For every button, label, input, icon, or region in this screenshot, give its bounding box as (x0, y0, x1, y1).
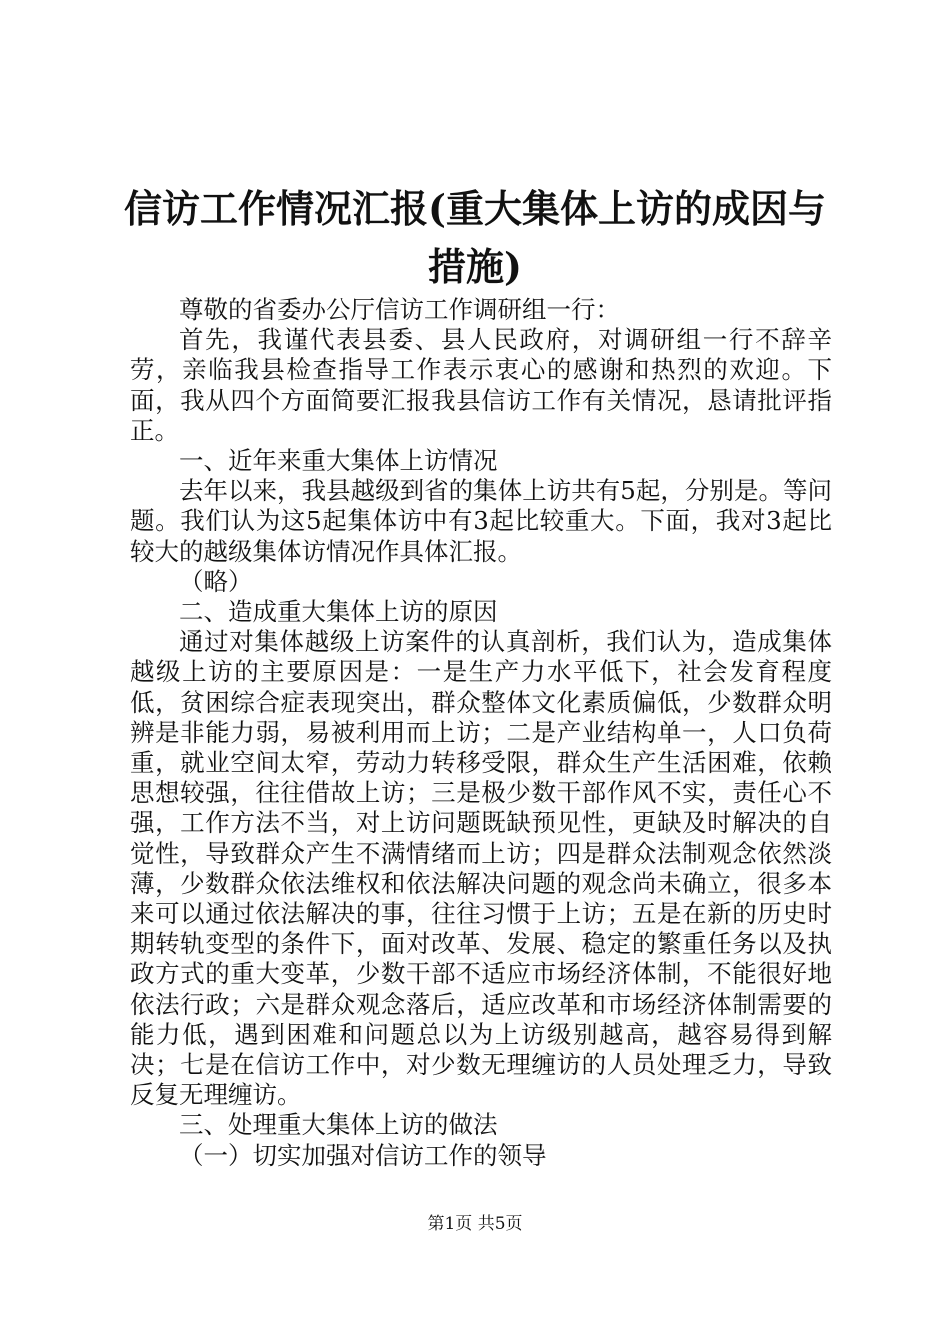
document-title: 信访工作情况汇报(重大集体上访的成因与措施) (124, 186, 826, 289)
omitted-note: （略） (179, 566, 253, 596)
section-heading-1: 一、近年来重大集体上访情况 (179, 446, 498, 476)
page-footer: 第1页 共5页 (427, 1214, 523, 1234)
section-2-paragraph: 通过对集体越级上访案件的认真剖析，我们认为，造成集体越级上访的主要原因是：一是生产力水平低下，社会发育程度低，贫困综合症表现突出，群众整体文化素质偏低，少数群众明辨是非能力弱，易被利用而上访；二是产业结构单一，人口负荷重，就业空间太窄，劳动力转移受限，群众生产生活困难，依赖思想较强，往往借故上访；三是极少数干部作风不实，责任心不强，工作方法不当，对上访问题既缺预见性，更缺及时解决的自觉性，导致群众产生不满情绪而上访；四是群众法制观念依然淡薄，少数群众依法维权和依法解决问题的观念尚未确立，很多本来可以通过依法解决的事，往往习惯于上访；五是在新的历史时期转轨变型的条件下，面对改革、发展、稳定的繁重任务以及执政方式的重大变革，少数干部不适应市场经济体制，不能很好地依法行政；六是群众观念落后，适应改革和市场经济体制需要的能力低，遇到困难和问题总以为上访级别越高，越容易得到解决；七是在信访工作中，对少数无理缠访的人员处理乏力，导致反复无理缠访。 (130, 627, 832, 1110)
section-heading-2: 二、造成重大集体上访的原因 (179, 597, 498, 627)
section-heading-3: 三、处理重大集体上访的做法 (179, 1110, 498, 1140)
subsection-heading-3-1: （一）切实加强对信访工作的领导 (179, 1140, 547, 1170)
section-1-paragraph: 去年以来，我县越级到省的集体上访共有5起，分别是。等问题。我们认为这5起集体访中有3起比较重大。下面，我对3起比较大的越级集体访情况作具体汇报。 (130, 476, 832, 566)
intro-paragraph: 首先，我谨代表县委、县人民政府，对调研组一行不辞辛劳，亲临我县检查指导工作表示衷心的感谢和热烈的欢迎。下面，我从四个方面简要汇报我县信访工作有关情况，恳请批评指正。 (130, 325, 832, 445)
document-body (130, 295, 832, 1171)
salutation-paragraph: 尊敬的省委办公厅信访工作调研组一行： (179, 295, 620, 324)
